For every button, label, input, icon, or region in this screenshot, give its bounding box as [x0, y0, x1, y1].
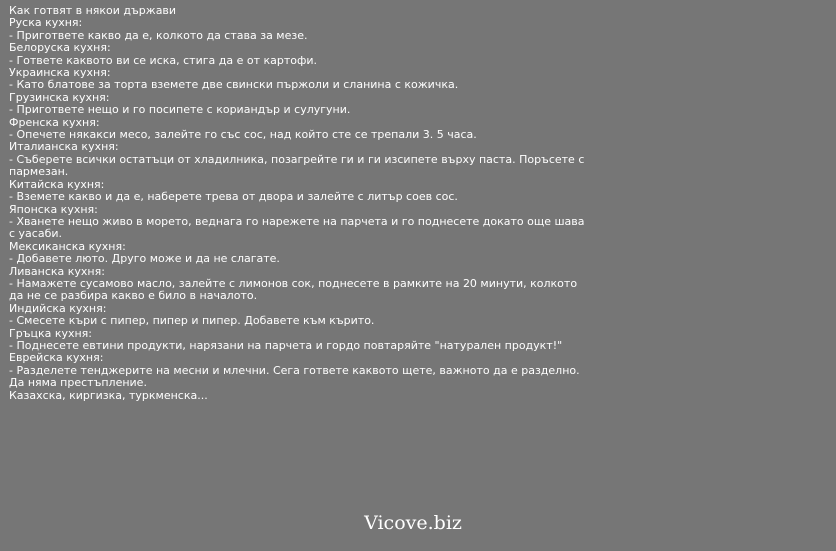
text-line: Грузинска кухня: — [9, 90, 110, 104]
text-line: - Пригответе нещо и го посипете с кориандър и сулугуни. — [9, 103, 351, 117]
joke-text — [9, 5, 589, 402]
text-line: Казахска, киргизка, туркменска... — [9, 388, 208, 402]
text-line: Китайска кухня: — [9, 177, 105, 191]
text-line: - Съберете всички остатъци от хладилника, позагрейте ги и ги изсипете върху паста. Поръсете с пармезан. — [9, 152, 585, 179]
text-line: - Хванете нещо живо в морето, веднага го нарежете на парчета и го поднесете докато още шава с уасаби. — [9, 214, 585, 241]
text-line: - Разделете тенджерите на месни и млечни. Сега гответе каквото щете, важното да е разделно. Да няма престъпление. — [9, 363, 580, 390]
text-line: Ливанска кухня: — [9, 264, 105, 278]
text-line: Украинска кухня: — [9, 66, 111, 80]
text-line: - Опечете някакси месо, залейте го със сос, над който сте се трепали 3. 5 часа. — [9, 128, 477, 142]
text-line: - Пригответе какво да е, колкото да става за мезе. — [9, 28, 308, 42]
text-line: - Намажете сусамово масло, залейте с лимонов сок, поднесете в рамките на 20 минути, колкото да не се разбира какво е било в началото. — [9, 276, 578, 303]
text-line: Гръцка кухня: — [9, 326, 93, 340]
text-line: Еврейска кухня: — [9, 351, 104, 365]
text-line: Белоруска кухня: — [9, 41, 111, 55]
text-line: Индийска кухня: — [9, 301, 107, 315]
text-line: - Добавете люто. Друго може и да не слагате. — [9, 252, 280, 266]
text-line: Италианска кухня: — [9, 140, 119, 154]
joke-title: Как готвят в някои държави — [9, 4, 177, 17]
text-line: Руска кухня: — [9, 16, 83, 30]
text-line: - Като блатове за торта вземете две свински пържоли и сланина с кожичка. — [9, 78, 459, 92]
text-line: Френска кухня: — [9, 115, 100, 129]
text-line: Японска кухня: — [9, 202, 98, 216]
site-watermark: Vicove.biz — [364, 512, 462, 534]
text-line: - Поднесете евтини продукти, нарязани на парчета и гордо повтаряйте "натурален продукт!" — [9, 338, 563, 352]
text-line: - Вземете какво и да е, наберете трева от двора и залейте с литър соев сос. — [9, 190, 458, 204]
text-line: - Гответе каквото ви се иска, стига да е от картофи. — [9, 53, 318, 67]
text-line: Мексиканска кухня: — [9, 239, 126, 253]
text-line: - Смесете къри с пипер, пипер и пипер. Добавете към кърито. — [9, 314, 375, 328]
